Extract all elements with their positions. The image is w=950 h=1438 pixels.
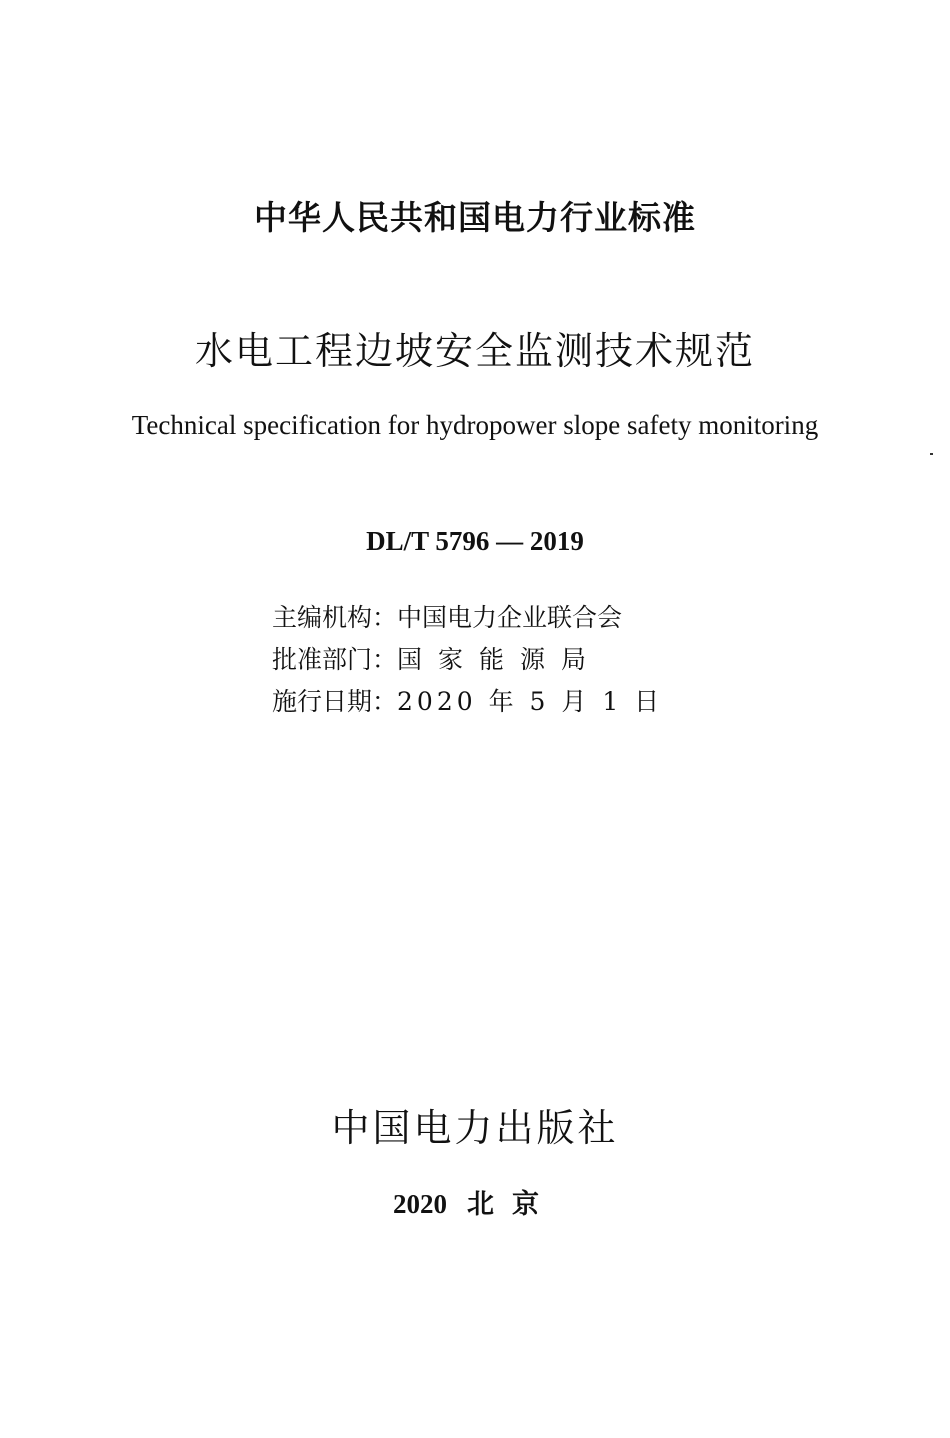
title-english: Technical specification for hydropower slope safety monitoring — [131, 410, 819, 440]
editor-row — [272, 598, 692, 634]
editor-label: 主编机构： — [272, 603, 398, 632]
effective-date-row — [272, 682, 692, 718]
approver-label: 批准部门： — [272, 645, 398, 674]
standard-code: DL/T 5796 — 2019 — [366, 526, 584, 556]
publisher: 中国电力出版社 — [331, 1106, 619, 1150]
editor-value: 中国电力企业联合会 — [397, 603, 623, 632]
approver-value: 国家能源局 — [397, 645, 603, 674]
approver-row — [272, 640, 692, 676]
effective-date-label: 施行日期： — [272, 687, 398, 716]
title-chinese: 水电工程边坡安全监测技术规范 — [194, 329, 755, 373]
effective-date-value: 2020 年 5 月 1 日 — [397, 687, 664, 716]
publication-city: 北京 — [467, 1189, 557, 1219]
publication-place — [0, 1182, 950, 1221]
margin-mark — [930, 453, 933, 455]
standard-category: 中华人民共和国电力行业标准 — [254, 198, 696, 237]
publication-year: 2020 — [393, 1189, 447, 1219]
